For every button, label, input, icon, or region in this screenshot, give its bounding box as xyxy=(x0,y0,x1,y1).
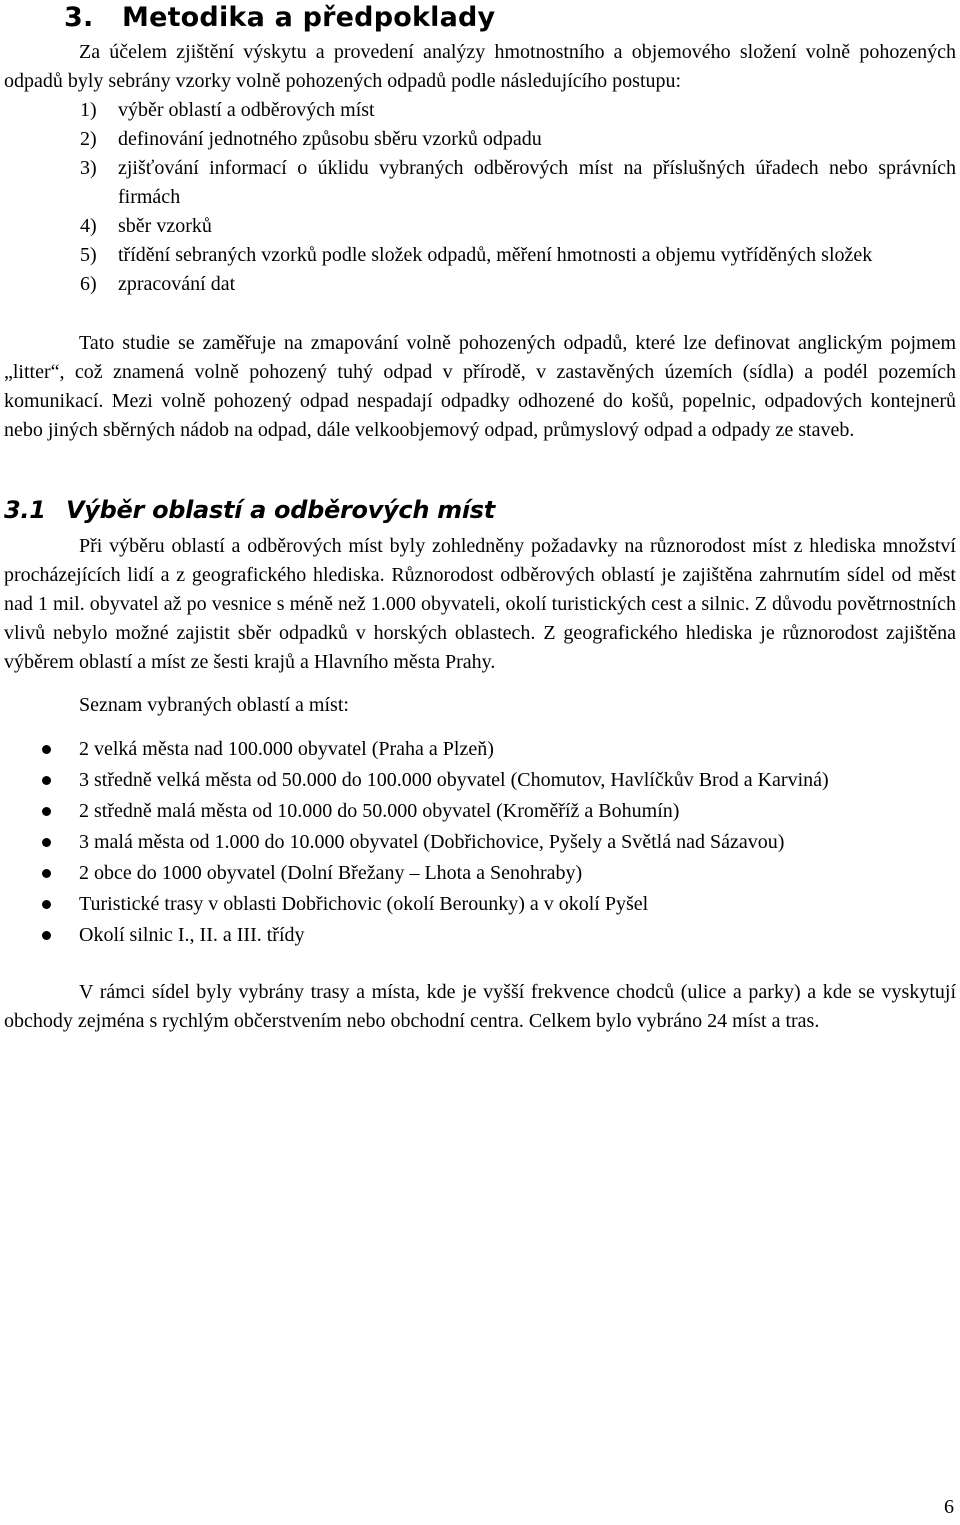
area-text: 2 velká města nad 100.000 obyvatel (Praha a Plzeň) xyxy=(79,738,494,760)
list-item xyxy=(80,270,956,299)
list-item xyxy=(4,828,956,857)
list-item xyxy=(80,96,956,125)
document-page xyxy=(4,0,956,1036)
bullet-icon xyxy=(42,838,51,847)
step-number: 2) xyxy=(80,128,97,150)
step-number: 4) xyxy=(80,215,97,237)
litter-definition-paragraph: Tato studie se zaměřuje na zmapování volně pohozených odpadů, které lze definovat anglickým pojmem „litter“, což znamená volně pohozený tuhý odpad v přírodě, v zastavěných územích (sídla) a podél pozemích komunikací. Mezi volně pohozený odpad nespadají odpadky odhozené do košů, popelnic, odpadových kontejnerů nebo jiných sběrných nádob na odpad, dále velkoobjemový odpad, průmyslový odpad a odpady ze staveb. xyxy=(4,332,956,441)
area-text: 3 malá města od 1.000 do 10.000 obyvatel (Dobřichovice, Pyšely a Světlá nad Sázavou) xyxy=(79,831,785,853)
list-item xyxy=(80,154,956,212)
step-number: 1) xyxy=(80,99,97,121)
step-text: definování jednotného způsobu sběru vzorků odpadu xyxy=(118,128,542,150)
bullet-icon xyxy=(42,931,51,940)
bullet-icon xyxy=(42,745,51,754)
chapter-heading xyxy=(64,0,956,36)
page-number: 6 xyxy=(944,1496,954,1518)
intro-paragraph: Za účelem zjištění výskytu a provedení analýzy hmotnostního a objemového složení volně pohozených odpadů byly sebrány vzorky volně pohozených odpadů podle následujícího postupu: xyxy=(4,41,956,92)
list-item xyxy=(4,735,956,764)
bullet-icon xyxy=(42,807,51,816)
areas-list xyxy=(4,735,956,950)
method-steps-list xyxy=(4,96,956,299)
area-text: Turistické trasy v oblasti Dobřichovic (okolí Berounky) a v okolí Pyšel xyxy=(79,893,649,915)
step-text: výběr oblastí a odběrových míst xyxy=(118,99,375,121)
section-number: 3.1 xyxy=(4,496,46,524)
list-item xyxy=(4,797,956,826)
step-text: sběr vzorků xyxy=(118,215,212,237)
area-text: 2 středně malá města od 10.000 do 50.000 obyvatel (Kroměříž a Bohumín) xyxy=(79,800,680,822)
bullet-icon xyxy=(42,900,51,909)
step-text: třídění sebraných vzorků podle složek odpadů, měření hmotnosti a objemu vytříděných složek xyxy=(118,244,873,266)
step-text: zjišťování informací o úklidu vybraných odběrových míst na příslušných úřadech nebo správních firmách xyxy=(118,157,956,208)
list-item xyxy=(4,890,956,919)
list-item xyxy=(80,241,956,270)
area-text: 2 obce do 1000 obyvatel (Dolní Břežany – Lhota a Senohraby) xyxy=(79,862,583,884)
step-number: 5) xyxy=(80,244,97,266)
list-item xyxy=(80,125,956,154)
chapter-number: 3. xyxy=(64,2,94,33)
section-title: Výběr oblastí a odběrových míst xyxy=(66,496,495,524)
list-item xyxy=(80,212,956,241)
bullet-icon xyxy=(42,776,51,785)
list-item xyxy=(4,859,956,888)
list-item xyxy=(4,766,956,795)
section-heading xyxy=(4,494,956,526)
step-number: 6) xyxy=(80,273,97,295)
chapter-title: Metodika a předpoklady xyxy=(122,2,496,33)
area-text: Okolí silnic I., II. a III. třídy xyxy=(79,924,305,946)
list-intro: Seznam vybraných oblastí a míst: xyxy=(79,694,349,716)
bullet-icon xyxy=(42,869,51,878)
area-text: 3 středně velká města od 50.000 do 100.000 obyvatel (Chomutov, Havlíčkův Brod a Karviná) xyxy=(79,769,829,791)
list-item xyxy=(4,921,956,950)
selection-paragraph: Při výběru oblastí a odběrových míst byly zohledněny požadavky na různorodost míst z hlediska množství procházejících lidí a z geografického hlediska. Různorodost odběrových oblastí je zajištěna zahrnutím sídel od měst nad 1 mil. obyvatel až po vesnice s méně než 1.000 obyvateli, okolí turistických cest a silnic. Z důvodu povětrnostních vlivů nebylo možné zajistit sběr odpadků v horských oblastech. Z geografického hlediska je různorodost zajištěna výběrem oblastí a míst ze šesti krajů a Hlavního města Prahy. xyxy=(4,535,956,673)
step-number: 3) xyxy=(80,157,97,179)
step-text: zpracování dat xyxy=(118,273,236,295)
final-paragraph: V rámci sídel byly vybrány trasy a místa, kde je vyšší frekvence chodců (ulice a parky) a kde se vyskytují obchody zejména s rychlým občerstvením nebo obchodní centra. Celkem bylo vybráno 24 míst a tras. xyxy=(4,981,956,1032)
